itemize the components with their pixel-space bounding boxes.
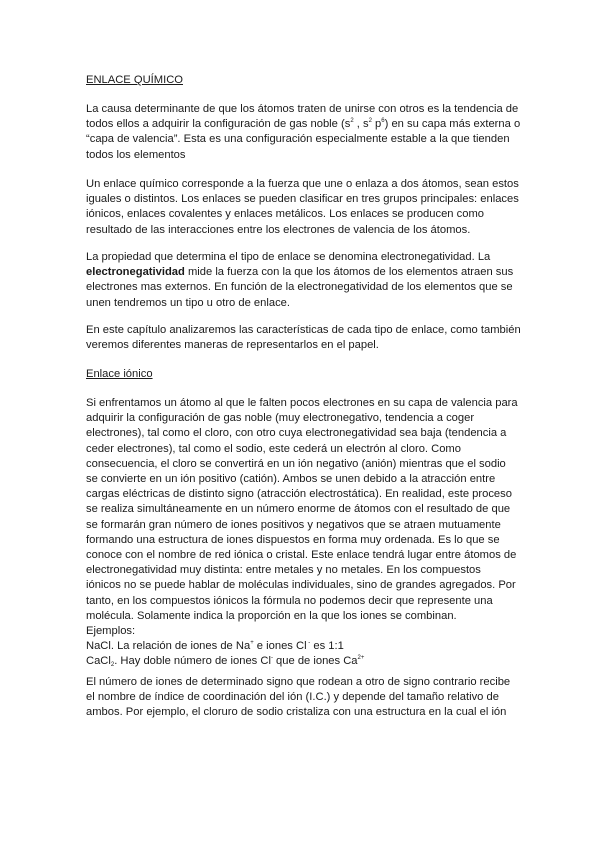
- text-line: En este capítulo analizaremos las características de cada tipo de enlace, como también: [86, 324, 521, 336]
- bold-term: electronegatividad: [86, 266, 185, 279]
- text-line: formando una estructura de iones dispuestos en forma muy ordenada. Es lo que se: [86, 533, 500, 546]
- paragraph-chapter-scope: [86, 323, 526, 353]
- text-line: electrones mas externos. En función de la electronegatividad de los elementos que se: [86, 281, 513, 294]
- text-line: todos los elementos: [86, 148, 186, 161]
- example-nacl: NaCl. La relación de iones de Na+ e iones Cl - es 1:1: [86, 640, 344, 653]
- examples-label: Ejemplos:: [86, 625, 136, 638]
- text-line: ceder electrones), tal como el sodio, este cederá un electrón al cloro. Como: [86, 442, 461, 455]
- text-line: consecuencia, el cloro se convertirá en un ión negativo (anión) mientras que el sodio: [86, 457, 506, 470]
- text-line: se formarán gran número de iones positivos y negativos que se atraen mutuamente: [86, 518, 501, 531]
- text-line: se convierte en un ión positivo (catión). Ambos se unen debido a la atracción entre: [86, 473, 496, 486]
- paragraph-electronegativity: [86, 250, 526, 311]
- text-line: cargas eléctricas de distinto signo (atracción electrostática). En realidad, este proceso: [86, 488, 512, 501]
- paragraph-ionic-bond: [86, 396, 526, 670]
- text-line: ambos. Por ejemplo, el cloruro de sodio cristaliza con una estructura en la cual el ión: [86, 706, 507, 719]
- text-line: molécula. Solamente indica la proporción en la que los iones se combinan.: [86, 609, 457, 622]
- text-line: electronegatividad muy distinta: entre metales y no metales. En los compuestos: [86, 564, 481, 577]
- text-line: todos ellos a adquirir la configuración de gas noble ($s^2$ , $s^2$ $p^6$) en su capa más externa o: [86, 118, 521, 131]
- text-line: iguales o distintos. Los enlaces se pueden clasificar en tres grupos principales: enlaces: [86, 193, 519, 206]
- text-line: unen tendremos un tipo u otro de enlace.: [86, 296, 291, 309]
- text-line: resultado de las interacciones entre los electrones de valencia de los átomos.: [86, 223, 471, 236]
- text-line: se realiza simultáneamente en un número enorme de átomos con el resultado de que: [86, 503, 511, 516]
- paragraph-intro: [86, 102, 526, 163]
- paragraph-definition: [86, 177, 526, 238]
- text-line: Un enlace químico corresponde a la fuerza que une o enlaza a dos átomos, sean estos: [86, 178, 519, 190]
- text-line: conoce con el nombre de red iónica o cristal. Este enlace tendrá lugar entre átomos de: [86, 549, 517, 562]
- section-title: Enlace iónico: [86, 368, 153, 380]
- text-line: iónicos, enlaces covalentes y enlaces metálicos. Los enlaces se producen como: [86, 208, 484, 221]
- text-line: veremos diferentes maneras de representarlos en el papel.: [86, 339, 379, 352]
- text-line: adquirir la configuración de gas noble (muy electronegativo, tendencia a coger: [86, 412, 475, 425]
- text-line: iónicos no se puede hablar de moléculas individuales, sino de grandes agregados. Por: [86, 579, 516, 592]
- text-line: electrones), tal como el cloro, con otro cuya electronegatividad sea baja (tendencia a: [86, 427, 507, 440]
- text-line: el nombre de índice de coordinación del ión (I.C.) y depende del tamaño relativo de: [86, 691, 499, 704]
- text-line: Si enfrentamos un átomo al que le falten pocos electrones en su capa de valencia para: [86, 397, 518, 409]
- text-line: La causa determinante de que los átomos traten de unirse con otros es la tendencia de: [86, 103, 519, 115]
- example-cacl2: CaCl$_2$. Hay doble número de iones Cl- que de iones $Ca^{2+}$: [86, 655, 365, 669]
- text-line: electronegatividad mide la fuerza con la que los átomos de los elementos atraen sus: [86, 266, 514, 279]
- text-line: “capa de valencia”. Esta es una configuración especialmente estable a la que tienden: [86, 133, 510, 146]
- document-title: ENLACE QUÍMICO: [86, 74, 183, 86]
- paragraph-coordination-index: [86, 675, 526, 721]
- text-line: El número de iones de determinado signo que rodean a otro de signo contrario recibe: [86, 676, 511, 688]
- text-line: La propiedad que determina el tipo de enlace se denomina electronegatividad. La: [86, 251, 491, 263]
- text-line: tanto, en los compuestos iónicos la fórmula no podemos decir que represente una: [86, 594, 493, 607]
